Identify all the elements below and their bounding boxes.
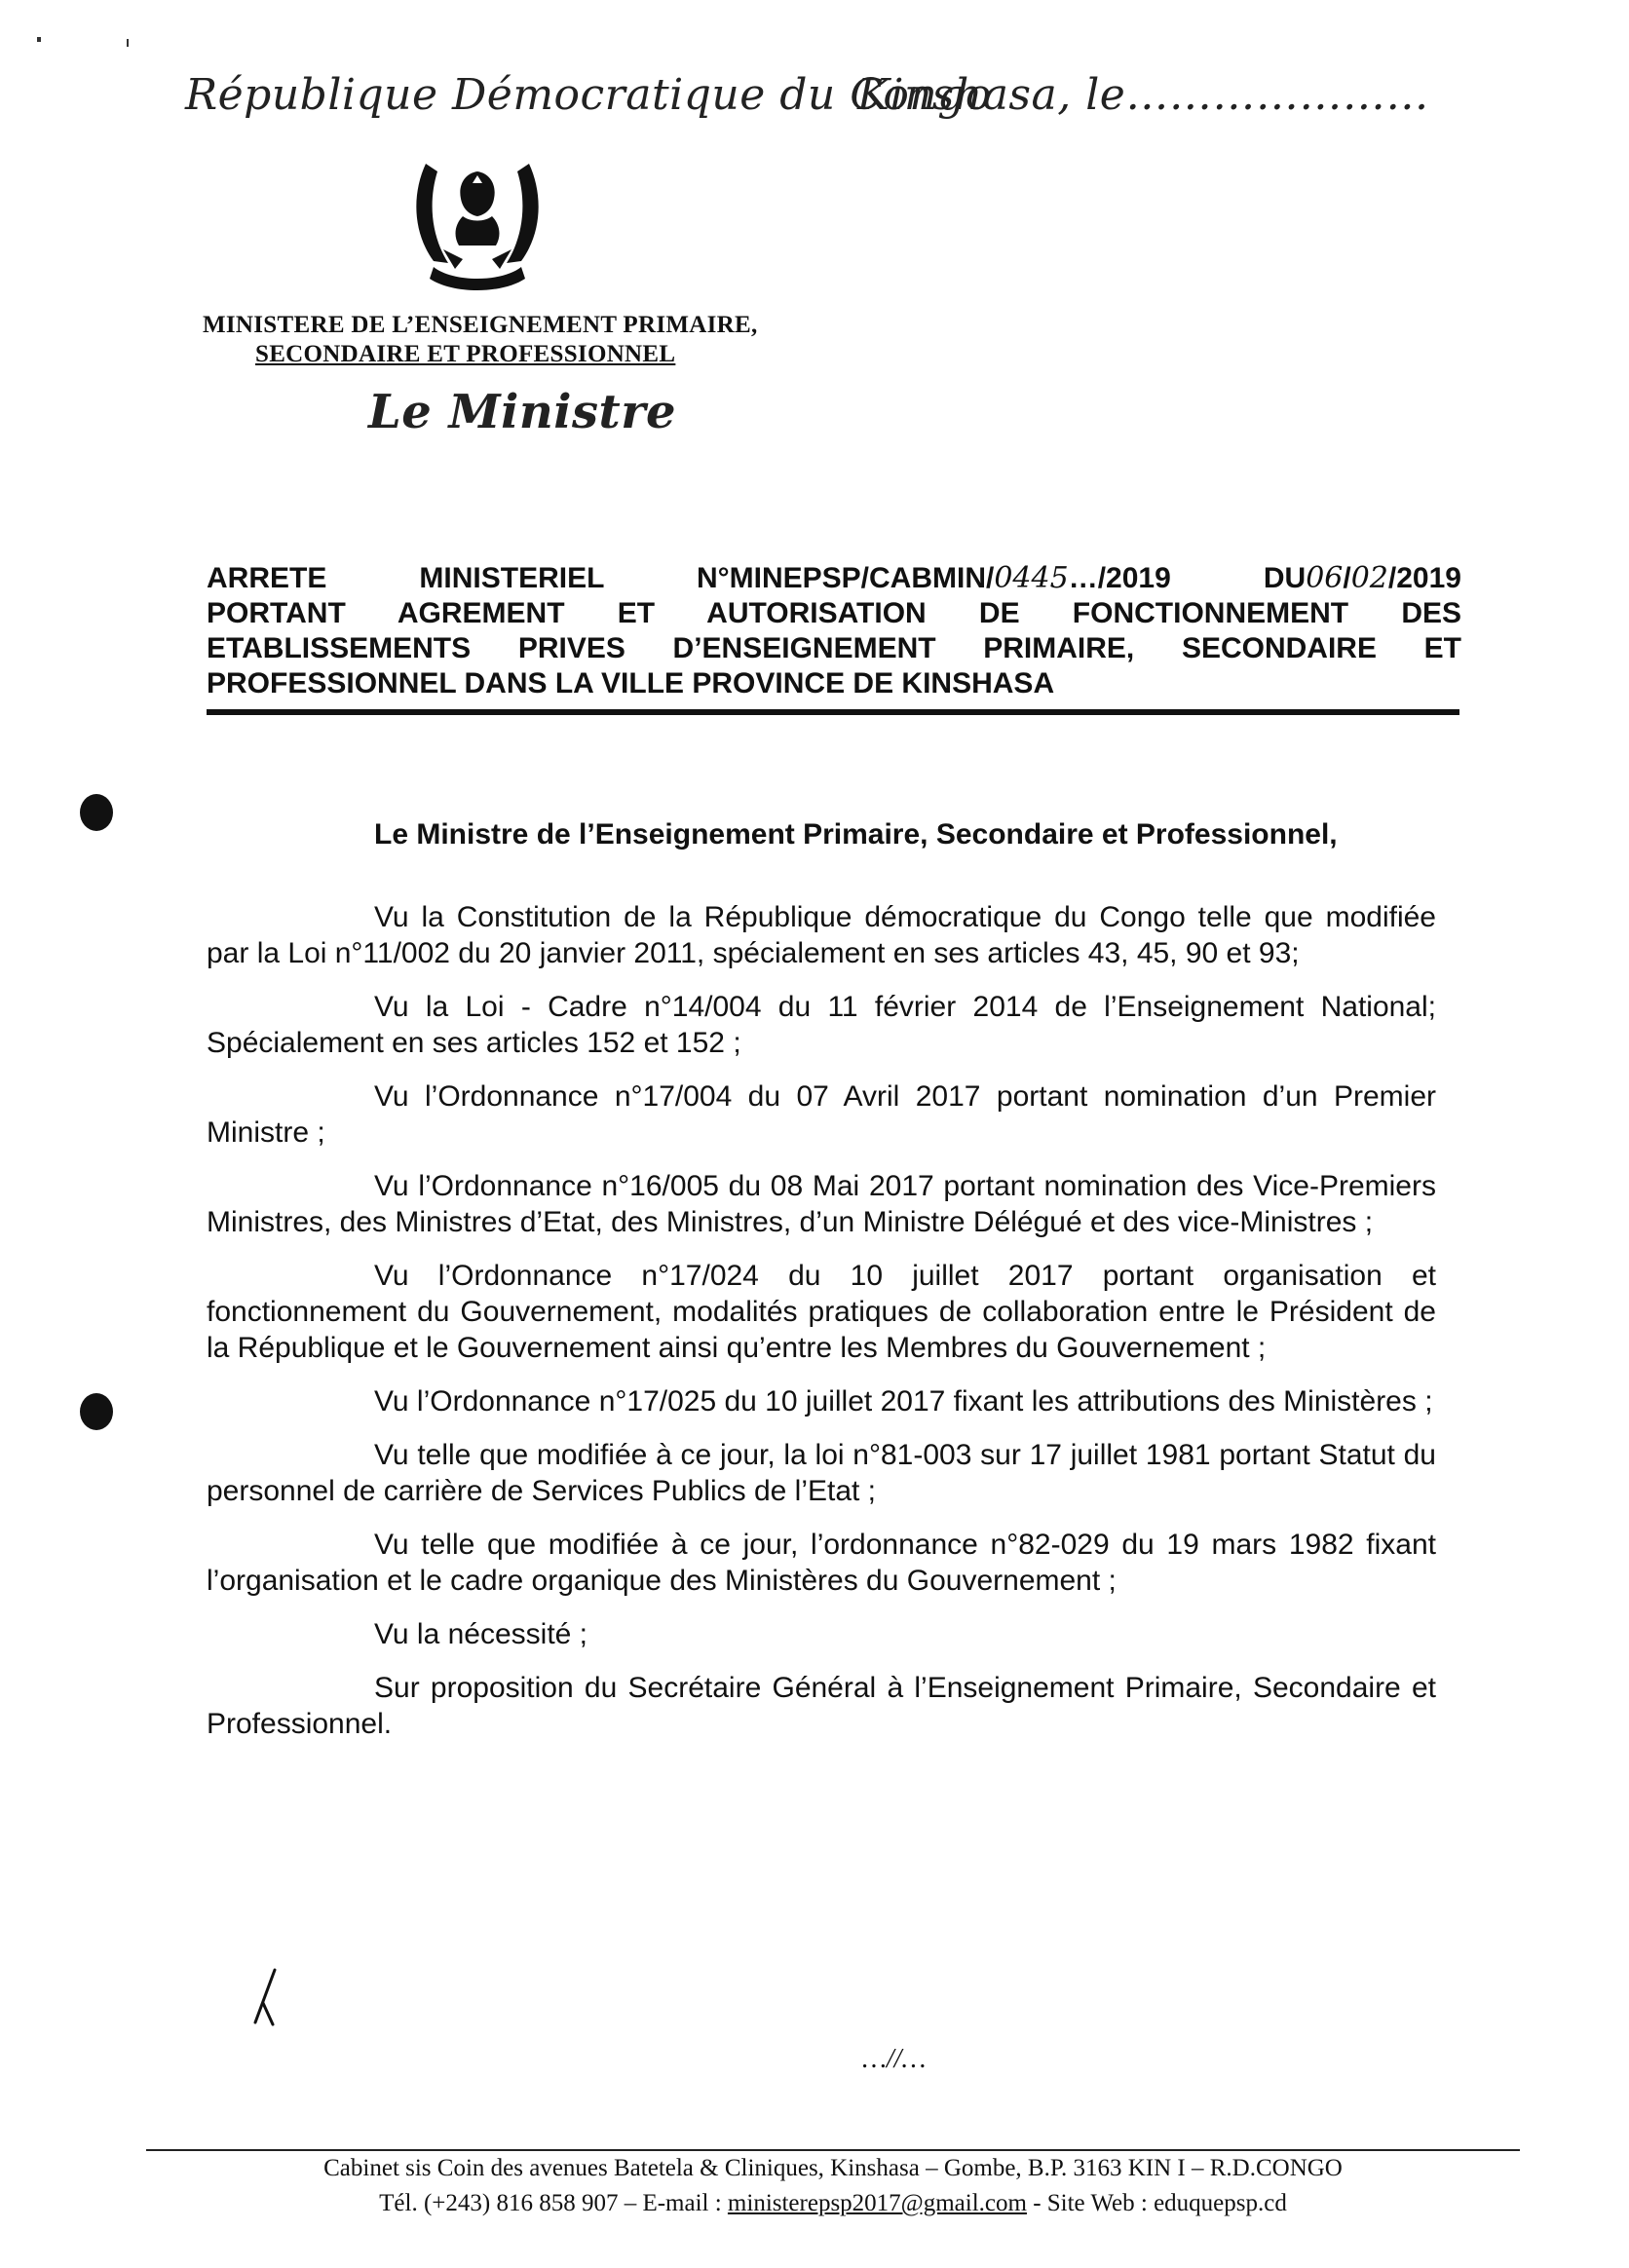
recital-paragraph: Vu la Constitution de la République démocratique du Congo telle que modifiée par la Loi n°11/002 du 20 janvier 2011, spécialement en ses articles 43, 45, 90 et 93;	[207, 901, 1436, 969]
handwritten-initial-mark	[246, 1968, 284, 2026]
handwritten-day: 06	[1306, 561, 1344, 595]
punch-hole-mark	[80, 1393, 113, 1430]
intro-paragraph: Le Ministre de l’Enseignement Primaire, Secondaire et Professionnel,	[374, 818, 1338, 850]
footer-website: - Site Web : eduquepsp.cd	[1026, 2190, 1287, 2216]
recital-paragraph: Vu l’Ordonnance n°17/004 du 07 Avril 2017 portant nomination d’un Premier Ministre ;	[207, 1080, 1436, 1149]
punch-hole-mark	[80, 794, 113, 831]
recital-paragraph: Vu l’Ordonnance n°17/024 du 10 juillet 2017 portant organisation et fonctionnement du Gouvernement, modalités pratiques de collaboration entre le Président de la République et le Gouvernement ainsi qu’entre les Membres du Gouvernement ;	[207, 1260, 1436, 1364]
decree-body	[207, 816, 1436, 1742]
recital-paragraph: Vu telle que modifiée à ce jour, l’ordonnance n°82-029 du 19 mars 1982 fixant l’organisation et le cadre organique des Ministères du Gouvernement ;	[207, 1529, 1436, 1597]
title-underline-rule	[207, 709, 1459, 715]
recital-paragraph: Vu l’Ordonnance n°17/025 du 10 juillet 2017 fixant les attributions des Ministères ;	[374, 1385, 1433, 1418]
decree-title-line4: PROFESSIONNEL DANS LA VILLE PROVINCE DE KINSHASA	[207, 667, 1055, 699]
handwritten-decree-number: 0445	[994, 561, 1069, 595]
ministry-name-line1: MINISTERE DE L’ENSEIGNEMENT PRIMAIRE,	[203, 312, 758, 338]
recital-paragraph: Vu l’Ordonnance n°16/005 du 08 Mai 2017 portant nomination des Vice-Premiers Ministres, des Ministres d’Etat, des Ministres, d’un Ministre Délégué et des vice-Ministres ;	[207, 1170, 1436, 1238]
coat-of-arms-emblem	[404, 154, 550, 298]
recital-paragraph: Sur proposition du Secrétaire Général à l’Enseignement Primaire, Secondaire et Professionnel.	[207, 1672, 1436, 1740]
ministry-name-line2: SECONDAIRE ET PROFESSIONNEL	[255, 341, 676, 367]
decree-title	[207, 561, 1461, 701]
minister-signature-heading: Le Ministre	[368, 385, 677, 439]
decree-word-ministeriel: MINISTERIEL	[419, 562, 604, 594]
decree-title-line2: PORTANT AGREMENT ET AUTORISATION DE FONCTIONNEMENT DES	[207, 597, 1461, 629]
decree-reference: N°MINEPSP/CABMIN/0445…/2019	[696, 561, 1171, 595]
scan-speck	[127, 39, 129, 47]
handwritten-month: 02	[1350, 561, 1388, 595]
date-line: Kinshasa, le…………………	[857, 70, 1429, 120]
footer-phone: Tél. (+243) 816 858 907 – E-mail :	[379, 2190, 728, 2216]
footer-rule	[146, 2149, 1520, 2151]
decree-title-line1	[207, 561, 1461, 596]
decree-word-arrete: ARRETE	[207, 562, 327, 594]
republic-heading: République Démocratique du Congo	[185, 70, 992, 120]
scan-speck	[37, 37, 41, 42]
page-continuation-mark: …//…	[862, 2044, 927, 2074]
recital-paragraph: Vu la Loi - Cadre n°14/004 du 11 février 2014 de l’Enseignement National; Spécialement en ses articles 152 et 152 ;	[207, 991, 1436, 1059]
footer-address: Cabinet sis Coin des avenues Batetela & Cliniques, Kinshasa – Gombe, B.P. 3163 KIN I – R.D.CONGO	[323, 2155, 1343, 2181]
recital-paragraph: Vu la nécessité ;	[374, 1618, 588, 1650]
footer-email-link[interactable]: ministerepsp2017@gmail.com	[727, 2190, 1027, 2216]
decree-date: DU06/02/2019	[1263, 561, 1461, 595]
recital-paragraph: Vu telle que modifiée à ce jour, la loi n°81-003 sur 17 juillet 1981 portant Statut du personnel de carrière de Services Publics de l’Etat ;	[207, 1439, 1436, 1507]
decree-title-line3: ETABLISSEMENTS PRIVES D’ENSEIGNEMENT PRIMAIRE, SECONDAIRE ET	[207, 632, 1461, 664]
footer-contact	[146, 2190, 1520, 2217]
